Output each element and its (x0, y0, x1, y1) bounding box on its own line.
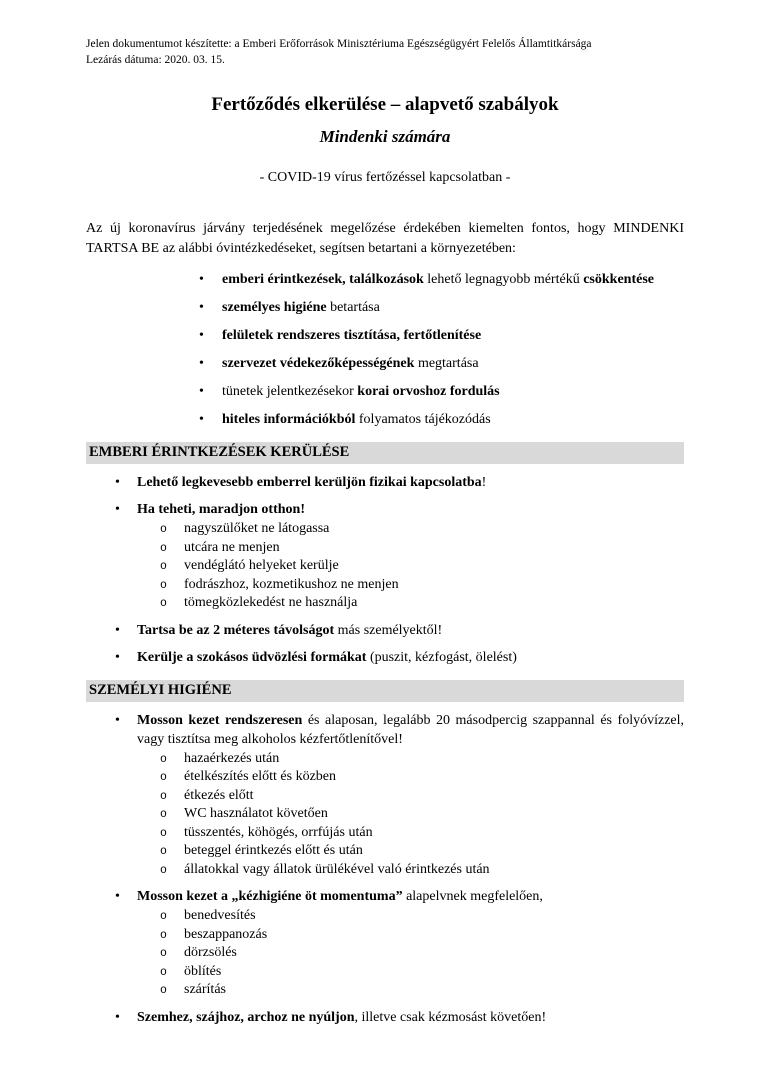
key-rule-item (222, 326, 684, 345)
sub-rule-item: o hazaérkezés után (184, 750, 684, 769)
rule-item (137, 473, 684, 492)
bold-text-segment: hiteles információkból (222, 412, 356, 427)
section-heading: EMBERI ÉRINTKEZÉSEK KERÜLÉSE (86, 442, 684, 464)
bold-text-segment: Tartsa be az 2 méteres távolságot (137, 622, 335, 638)
bold-text-segment: Lehető legkevesebb emberrel kerüljön fizikai kapcsolatba (137, 475, 482, 490)
meta-date-line: Lezárás dátuma: 2020. 03. 15. (86, 54, 225, 66)
sub-rule-item: o beszappanozás (184, 926, 684, 945)
rule-item-sublist (137, 520, 684, 613)
key-rule-item (222, 382, 684, 401)
sub-rule-item: o fodrászhoz, kozmetikushoz ne menjen (184, 576, 684, 595)
bold-text-segment: Mosson kezet rendszeresen (137, 712, 303, 728)
sub-rule-item: o étkezés előtt (184, 787, 684, 806)
sub-rule-item: o tömegközlekedést ne használja (184, 594, 684, 613)
text-segment: folyamatos tájékozódás (355, 412, 491, 427)
document-title: Fertőződés elkerülése – alapvető szabályok (211, 94, 559, 115)
sub-rule-item: o dörzsölés (184, 944, 684, 963)
rule-item (137, 1008, 684, 1027)
document-tagline: - COVID-19 vírus fertőzéssel kapcsolatban - (259, 170, 511, 185)
section-heading: SZEMÉLYI HIGIÉNE (86, 680, 684, 702)
meta-author-line: Jelen dokumentumot készítette: a Emberi Erőforrások Minisztériuma Egészségügyért Felelős Államtitkársága (86, 38, 592, 50)
rule-item-sublist (137, 907, 684, 1000)
text-segment: lehető legnagyobb mértékű (423, 272, 584, 287)
sub-rule-item: o WC használatot követően (184, 805, 684, 824)
sub-rule-item: o nagyszülőket ne látogassa (184, 520, 684, 539)
text-segment: (puszit, kézfogást, ölelést) (366, 649, 517, 665)
document-subtitle: Mindenki számára (319, 127, 451, 146)
sub-rule-item: o öblítés (184, 963, 684, 982)
document-meta (86, 36, 684, 68)
bold-text-segment: emberi érintkezések, találkozások (222, 272, 424, 287)
bold-text-segment: felületek rendszeres tisztítása, fertőtlenítése (222, 328, 482, 343)
bold-text-segment: szervezet védekezőképességének (222, 356, 415, 371)
section-rules-list (86, 473, 684, 667)
key-rule-item (222, 298, 684, 317)
rule-item (137, 887, 684, 1000)
key-rule-item (222, 270, 684, 289)
text-segment: betartása (326, 300, 380, 315)
sub-rule-item: o ételkészítés előtt és közben (184, 768, 684, 787)
sub-rule-item: o szárítás (184, 981, 684, 1000)
bold-text-segment: csökkentése (583, 272, 654, 287)
bold-text-segment: Szemhez, szájhoz, archoz ne nyúljon (137, 1009, 355, 1025)
intro-paragraph: Az új koronavírus járvány terjedésének megelőzése érdekében kiemelten fontos, hogy MINDENKI TARTSA BE az alábbi óvintézkedéseket, segítsen betartani a környezetében: (86, 221, 684, 256)
bold-text-segment: személyes higiéne (222, 300, 327, 315)
sub-rule-item: o benedvesítés (184, 907, 684, 926)
text-segment: ! (481, 475, 487, 490)
text-segment: alapelvnek megfelelően, (402, 889, 543, 904)
sub-rule-item: o állatokkal vagy állatok ürülékével való érintkezés után (184, 861, 684, 880)
rule-item (137, 500, 684, 613)
text-segment: és alaposan, legalább 20 másodpercig szappannal és folyóvízzel, vagy tisztítsa meg alkoholos kézfertőtlenítővel! (137, 712, 685, 747)
rule-item (137, 711, 684, 880)
rule-item (137, 621, 684, 640)
sub-rule-item: o beteggel érintkezés előtt és után (184, 842, 684, 861)
text-segment: megtartása (414, 356, 479, 371)
text-segment: tünetek jelentkezésekor (222, 384, 358, 399)
sections-container (86, 442, 684, 1027)
sub-rule-item: o tüsszentés, köhögés, orrfújás után (184, 824, 684, 843)
rule-item (137, 648, 684, 667)
key-rule-item (222, 354, 684, 373)
text-segment: , illetve csak kézmosást követően! (354, 1009, 547, 1025)
bold-text-segment: korai orvoshoz fordulás (357, 384, 500, 399)
sub-rule-item: o vendéglátó helyeket kerülje (184, 557, 684, 576)
bold-text-segment: Ha teheti, maradjon otthon! (137, 502, 305, 517)
text-segment: más személyektől! (334, 622, 443, 638)
rule-item-sublist (137, 750, 684, 880)
key-rule-item (222, 410, 684, 429)
section-rules-list (86, 711, 684, 1027)
sub-rule-item: o utcára ne menjen (184, 539, 684, 558)
key-rules-list (86, 270, 684, 429)
bold-text-segment: Kerülje a szokásos üdvözlési formákat (137, 649, 367, 665)
bold-text-segment: Mosson kezet a „kézhigiéne öt momentuma” (137, 889, 403, 904)
